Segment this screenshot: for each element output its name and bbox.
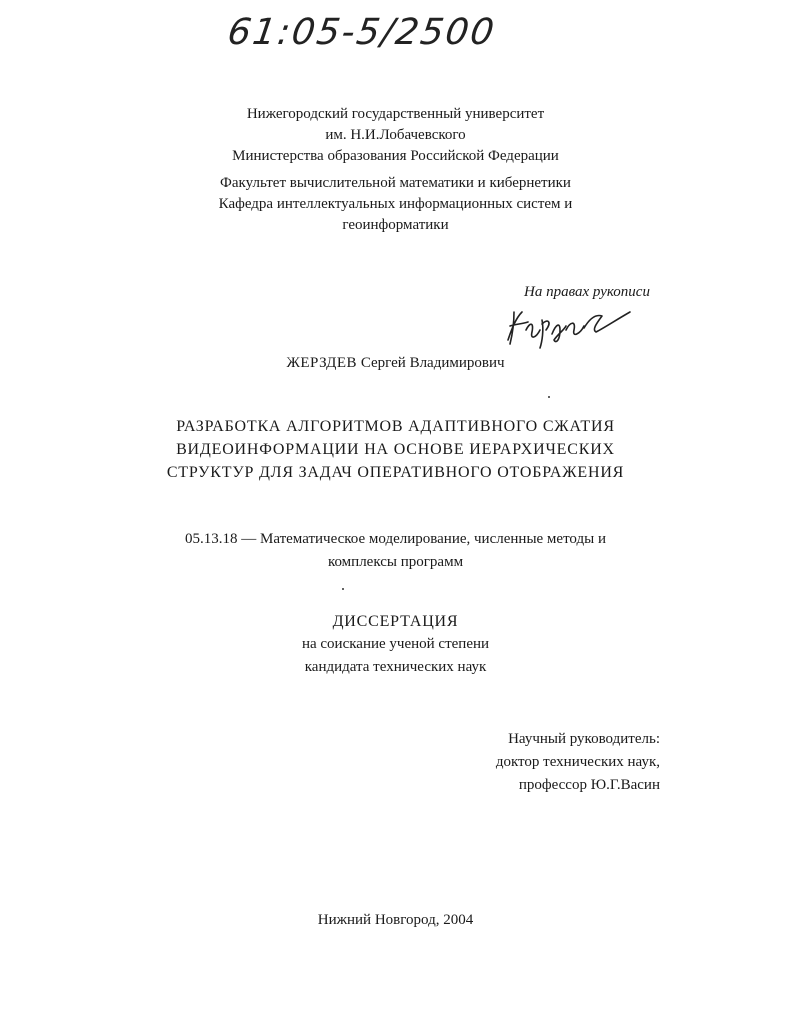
scan-speck: [548, 396, 550, 398]
dissertation-heading: ДИССЕРТАЦИЯ: [332, 613, 459, 630]
footer: [0, 910, 791, 931]
department-line-2: геоинформатики: [342, 217, 449, 233]
degree-line-1: на соискание ученой степени: [301, 636, 490, 652]
author-signature: [500, 300, 640, 350]
degree-line-2: кандидата технических наук: [304, 659, 487, 675]
specialty-line-2: комплексы программ: [327, 554, 464, 570]
city-year: Нижний Новгород, 2004: [317, 912, 474, 928]
supervisor-name: профессор Ю.Г.Васин: [518, 777, 660, 793]
supervisor-block: [496, 728, 660, 797]
dissertation-block: [0, 610, 791, 679]
university-line-1: Нижегородский государственный университет: [246, 106, 545, 122]
title-line-2: ВИДЕОИНФОРМАЦИИ НА ОСНОВЕ ИЕРАРХИЧЕСКИХ: [176, 441, 615, 458]
university-line-2: им. Н.И.Лобачевского: [325, 127, 466, 143]
faculty-header: [0, 173, 791, 236]
dissertation-title: [0, 415, 791, 484]
faculty-line: Факультет вычислительной математики и кибернетики: [220, 175, 571, 191]
specialty-block: [0, 528, 791, 574]
author-given-names: Сергей Владимирович: [360, 355, 505, 371]
manuscript-rights-note: На правах рукописи: [524, 284, 650, 300]
institution-header: [0, 104, 791, 167]
title-line-1: РАЗРАБОТКА АЛГОРИТМОВ АДАПТИВНОГО СЖАТИЯ: [176, 418, 615, 435]
specialty-line-1: 05.13.18 — Математическое моделирование, численные методы и: [184, 531, 606, 547]
author-surname: ЖЕРЗДЕВ: [286, 355, 358, 371]
scan-speck: [342, 588, 344, 590]
supervisor-label: Научный руководитель:: [508, 731, 660, 747]
author-name: [0, 355, 791, 372]
ministry-line: Министерства образования Российской Федерации: [232, 148, 559, 164]
supervisor-degree: доктор технических наук,: [495, 754, 660, 770]
department-line-1: Кафедра интеллектуальных информационных систем и: [218, 196, 573, 212]
title-line-3: СТРУКТУР ДЛЯ ЗАДАЧ ОПЕРАТИВНОГО ОТОБРАЖЕНИЯ: [166, 464, 625, 481]
handwritten-shelfmark: 61:05-5/2500: [225, 12, 499, 53]
